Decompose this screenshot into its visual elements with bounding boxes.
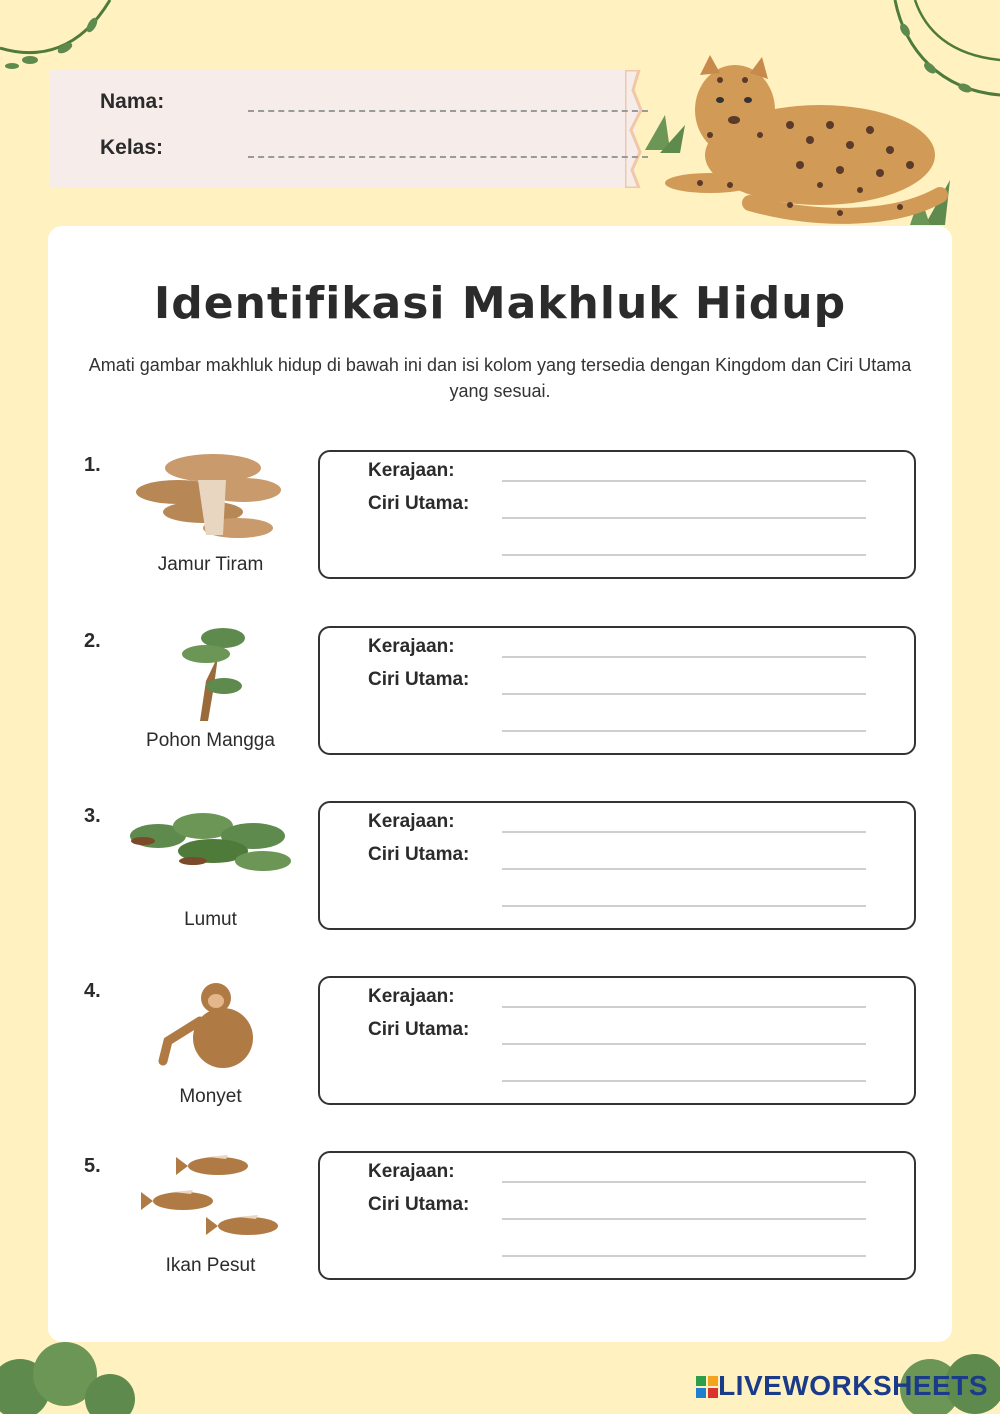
kingdom-answer-line[interactable] <box>502 1006 866 1008</box>
characteristic-label: Ciri Utama: <box>368 669 470 690</box>
characteristic-label: Ciri Utama: <box>368 493 470 514</box>
characteristic-answer-line[interactable] <box>502 905 866 907</box>
answer-box <box>318 450 916 579</box>
item-number: 2. <box>84 630 101 652</box>
kingdom-answer-line[interactable] <box>502 480 866 482</box>
kingdom-label: Kerajaan: <box>368 1161 455 1182</box>
leopard-illustration-icon <box>640 55 970 230</box>
list-item <box>48 1151 952 1286</box>
item-name: Ikan Pesut <box>165 1255 256 1276</box>
answer-box <box>318 801 916 930</box>
characteristic-answer-line[interactable] <box>502 517 866 519</box>
characteristic-label: Ciri Utama: <box>368 844 470 865</box>
item-name: Jamur Tiram <box>157 554 264 575</box>
answer-box <box>318 626 916 755</box>
instruction-text: Amati gambar makhluk hidup di bawah ini dan isi kolom yang tersedia dengan Kingdom dan Ciri Utama yang sesuai. <box>88 355 912 401</box>
name-input-line[interactable] <box>248 110 648 112</box>
characteristic-answer-line[interactable] <box>502 554 866 556</box>
item-name: Monyet <box>179 1086 242 1107</box>
item-number: 1. <box>84 454 101 476</box>
item-number: 5. <box>84 1155 101 1177</box>
list-item <box>48 626 952 761</box>
characteristic-answer-line[interactable] <box>502 868 866 870</box>
item-number: 3. <box>84 805 101 827</box>
brand-wordmark: LIVEWORKSHEETS <box>718 1370 988 1401</box>
worksheet-title: Identifikasi Makhluk Hidup <box>153 278 847 329</box>
characteristic-answer-line[interactable] <box>502 730 866 732</box>
mango-tree-icon <box>128 626 293 721</box>
kingdom-answer-line[interactable] <box>502 656 866 658</box>
name-label: Nama: <box>100 90 165 113</box>
list-item <box>48 801 952 936</box>
kingdom-label: Kerajaan: <box>368 636 455 657</box>
characteristic-answer-line[interactable] <box>502 693 866 695</box>
characteristic-answer-line[interactable] <box>502 1218 866 1220</box>
characteristic-label: Ciri Utama: <box>368 1019 470 1040</box>
oyster-mushroom-icon <box>128 450 293 545</box>
name-field <box>100 90 196 114</box>
fish-icon <box>128 1151 293 1246</box>
characteristic-answer-line[interactable] <box>502 1043 866 1045</box>
item-name: Lumut <box>184 909 237 930</box>
list-item <box>48 450 952 585</box>
class-label: Kelas: <box>100 136 164 159</box>
student-info-card <box>50 70 635 188</box>
class-input-line[interactable] <box>248 156 648 158</box>
list-item <box>48 976 952 1111</box>
monkey-icon <box>128 976 293 1071</box>
kingdom-answer-line[interactable] <box>502 831 866 833</box>
moss-icon <box>128 801 293 896</box>
answer-box <box>318 1151 916 1280</box>
item-number: 4. <box>84 980 101 1002</box>
kingdom-label: Kerajaan: <box>368 811 455 832</box>
bush-decoration-icon <box>0 1334 140 1414</box>
kingdom-answer-line[interactable] <box>502 1181 866 1183</box>
kingdom-label: Kerajaan: <box>368 460 455 481</box>
kingdom-label: Kerajaan: <box>368 986 455 1007</box>
worksheet-card <box>48 226 952 1342</box>
item-name: Pohon Mangga <box>146 730 275 751</box>
answer-box <box>318 976 916 1105</box>
vine-decoration-icon <box>0 0 130 80</box>
characteristic-label: Ciri Utama: <box>368 1194 470 1215</box>
liveworksheets-logo-icon <box>696 1376 718 1398</box>
characteristic-answer-line[interactable] <box>502 1255 866 1257</box>
characteristic-answer-line[interactable] <box>502 1080 866 1082</box>
class-field <box>100 136 196 160</box>
